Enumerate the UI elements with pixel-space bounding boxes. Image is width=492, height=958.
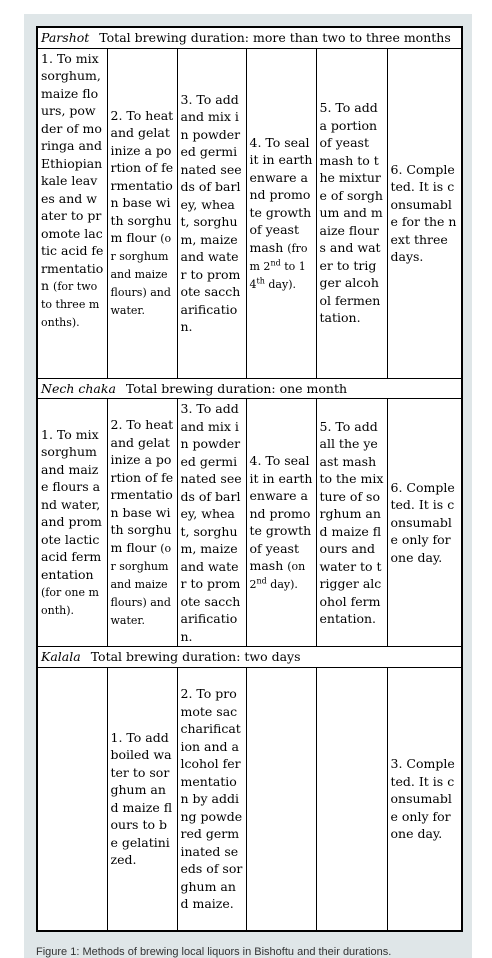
step-cell-empty <box>37 667 107 931</box>
step-cell: 6. Completed. It is consumable only for one day. <box>387 399 462 647</box>
step-cell: 1. To mix sorghum and maize flours and water, and promote lactic acid fermentation (for one month). <box>37 399 107 647</box>
step-note: (for one month). <box>41 586 99 618</box>
brewing-steps-table <box>36 26 463 932</box>
step-cell: 1. To add boiled water to sorghum and maize flours to be gelatinized. <box>107 667 177 931</box>
step-cell-empty <box>316 667 387 931</box>
step-note: (on 2nd day). <box>249 560 306 591</box>
brewing-duration: Total brewing duration: more than two to three months <box>99 30 451 45</box>
step-cell: 1. To mix sorghum, maize flours, powder of moringa and Ethiopian kale leaves and water to promote lactic acid fermentation (for two to three months). <box>37 48 107 378</box>
liquor-name: Parshot <box>41 30 90 45</box>
figure-caption: Figure 1: Methods of brewing local liquors in Bishoftu and their durations. <box>36 946 392 958</box>
step-cell: 6. Completed. It is consumable for the next three days. <box>387 48 462 378</box>
section-header-nech-chaka <box>37 378 462 399</box>
steps-row-kalala <box>37 667 462 931</box>
liquor-name: Kalala <box>41 649 81 664</box>
brewing-duration: Total brewing duration: two days <box>90 649 301 664</box>
step-cell: 5. To add a portion of yeast mash to the mixture of sorghum and maize flours and water to trigger alcohol fermentation. <box>316 48 387 378</box>
steps-row-nech-chaka <box>37 399 462 647</box>
liquor-name: Nech chaka <box>41 380 116 396</box>
step-cell: 4. To seal it in earthenware and promote growth of yeast mash (from 2nd to 14th day). <box>246 48 316 378</box>
step-cell: 2. To heat and gelatinize a portion of fermentation base with sorghum flour (or sorghum and maize flours) and water. <box>107 48 177 378</box>
section-header-parshot <box>37 27 462 48</box>
step-cell: 3. To add and mix in powdered germinated seeds of barley, wheat, sorghum, maize and water to promote saccharification. <box>177 48 246 378</box>
steps-row-parshot <box>37 48 462 378</box>
brewing-duration: Total brewing duration: one month <box>125 380 348 396</box>
step-note: (or sorghum and maize flours) and water. <box>110 541 172 627</box>
document-figure <box>36 26 461 932</box>
step-cell-empty <box>246 667 316 931</box>
step-note: (or sorghum and maize flours) and water. <box>110 232 172 318</box>
step-note: (for two to three months). <box>41 280 100 329</box>
step-cell: 2. To promote saccharification and alcohol fermentation by adding powdered germinated seeds of sorghum and maize. <box>177 667 246 931</box>
section-header-kalala <box>37 647 462 668</box>
step-cell: 3. To add and mix in powdered germinated seeds of barley, wheat, sorghum, maize and water to promote saccharification. <box>177 399 246 647</box>
step-cell: 3. Completed. It is consumable only for one day. <box>387 667 462 931</box>
step-cell: 4. To seal it in earthenware and promote growth of yeast mash (on 2nd day). <box>246 399 316 647</box>
step-cell: 5. To add all the yeast mash to the mixture of sorghum and maize flours and water to trigger alcohol fermentation. <box>316 399 387 647</box>
step-note: (from 2nd to 14th day). <box>249 241 308 291</box>
step-cell: 2. To heat and gelatinize a portion of fermentation base with sorghum flour (or sorghum and maize flours) and water. <box>107 399 177 647</box>
